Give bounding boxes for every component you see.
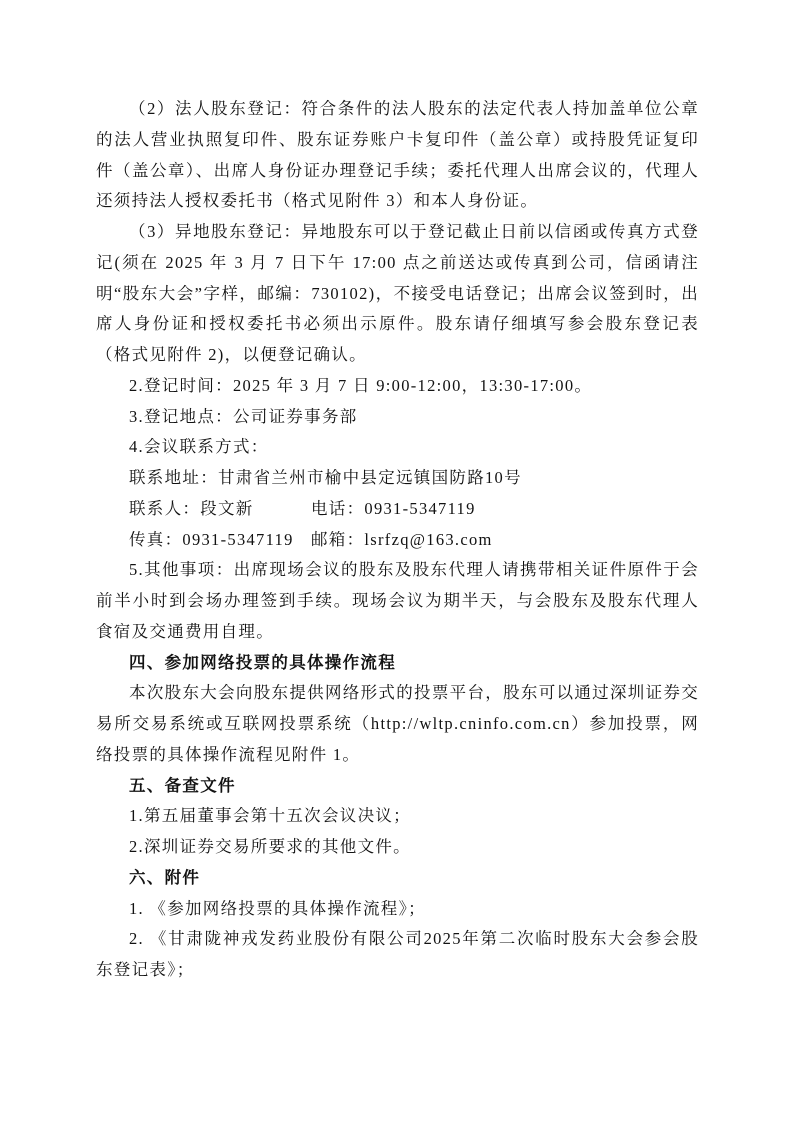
- contact-fax: 传真：0931-5347119: [129, 529, 294, 549]
- contact-person: 联系人：段文新: [129, 498, 254, 518]
- paragraph-registration-place: 3.登记地点：公司证券事务部: [129, 406, 358, 426]
- contact-row-person-phone: [96, 494, 699, 525]
- paragraph-attachment-1: 1. 《参加网络投票的具体操作流程》；: [129, 898, 426, 918]
- paragraph-attachment-2: 2. 《甘肃陇神戎发药业股份有限公司2025年第二次临时股东大会参会股东登记表》；: [96, 929, 699, 979]
- paragraph-remote-registration: （3）异地股东登记：异地股东可以于登记截止日前以信函或传真方式登记(须在 2025 年 3 月 7 日下午 17:00 点之前送达或传真到公司，信函请注明“股东大会”字样，邮编：730102)，不接受电话登记；出席会议签到时，出席人身份证和授权委托书必须出示原件。股东请仔细填写参会股东登记表（格式见附件 2)，以便登记确认。: [96, 222, 699, 364]
- paragraph-other-matters: 5.其他事项：出席现场会议的股东及股东代理人请携带相关证件原件于会前半小时到会场办理签到手续。现场会议为期半天，与会股东及股东代理人食宿及交通费用自理。: [96, 560, 699, 641]
- heading-section-6-attachments: 六、附件: [129, 867, 201, 887]
- paragraph-contact-method-label: 4.会议联系方式：: [129, 437, 269, 457]
- paragraph-contact-address: 联系地址：甘肃省兰州市榆中县定远镇国防路10号: [129, 468, 522, 487]
- paragraph-network-voting: 本次股东大会向股东提供网络形式的投票平台，股东可以通过深圳证券交易所交易系统或互联网投票系统（http://wltp.cninfo.com.cn）参加投票，网络投票的具体操作流程见附件 1。: [96, 683, 699, 764]
- paragraph-reference-doc-2: 2.深圳证券交易所要求的其他文件。: [129, 837, 411, 856]
- heading-section-4-network-voting: 四、参加网络投票的具体操作流程: [129, 652, 396, 672]
- paragraph-reference-doc-1: 1.第五届董事会第十五次会议决议；: [129, 806, 411, 826]
- contact-row-fax-email: [96, 525, 699, 556]
- paragraph-registration-time: 2.登记时间：2025 年 3 月 7 日 9:00-12:00，13:30-17:00。: [129, 375, 593, 395]
- heading-section-5-reference-docs: 五、备查文件: [129, 775, 236, 795]
- contact-email: 邮箱：lsrfzq@163.com: [311, 529, 493, 549]
- paragraph-legal-person-registration: （2）法人股东登记：符合条件的法人股东的法定代表人持加盖单位公章的法人营业执照复印件、股东证券账户卡复印件（盖公章）或持股凭证复印件（盖公章）、出席人身份证办理登记手续；委托代理人出席会议的，代理人还须持法人授权委托书（格式见附件 3）和本人身份证。: [96, 99, 699, 211]
- contact-phone: 电话：0931-5347119: [311, 498, 476, 518]
